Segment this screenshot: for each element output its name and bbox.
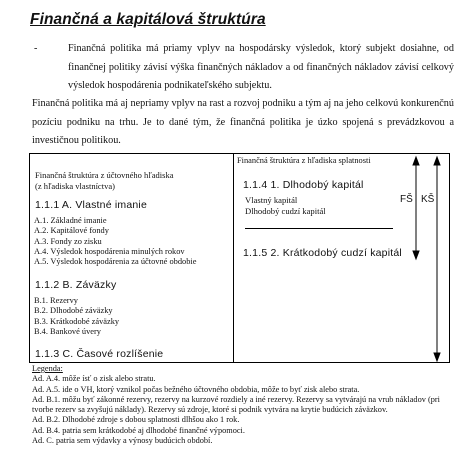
ks-arrow-head-down (434, 353, 440, 361)
section-zavazky: 1.1.2 B. Záväzky (35, 279, 117, 291)
right-heading: Finančná štruktúra z hľadiska splatnosti (237, 156, 371, 165)
legend-item: Ad. B.2. Dlhodobé zdroje s dobou splatnosti dlhšou ako 1 rok. (32, 415, 240, 425)
ks-arrow-head-up (434, 157, 440, 165)
list-item: Vlastný kapitál (245, 195, 298, 205)
list-item: B.1. Rezervy (34, 296, 78, 305)
section-casove-rozlisenie: 1.1.3 C. Časové rozlíšenie (35, 348, 164, 360)
legend-item: Ad. C. patria sem výdavky a výnosy budúcich období. (32, 436, 213, 446)
legend (32, 364, 457, 446)
label-fs: FŠ (400, 194, 413, 205)
list-item: B.2. Dlhodobé záväzky (34, 306, 113, 316)
body-paragraph: Finančná politika má aj nepriamy vplyv na rast a rozvoj podniku a tým aj na jeho celkovú konkurenčnú pozíciu podniku na trhu. Je to dané tým, že finančná politika je úzko spojená s prevádzkovou a investičnou politikou. (32, 98, 454, 146)
label-ks: KŠ (421, 194, 435, 205)
legend-title: Legenda: (32, 364, 63, 373)
legend-item: Ad. A.4. môže ísť o zisk alebo stratu. (32, 374, 156, 384)
page-title: Finančná a kapitálová štruktúra (30, 11, 266, 28)
list-item: A.4. Výsledok hospodárenia minulých rokov (34, 246, 185, 256)
bullet-dash: - (34, 43, 38, 54)
bullet-paragraph (34, 40, 454, 96)
list-item: B.4. Bankové úvery (34, 326, 101, 336)
fs-arrow-head-down (413, 251, 419, 259)
list-item: A.5. Výsledok hospodárenia za účtovné obdobie (34, 257, 197, 267)
legend-item: Ad. A.5. ide o VH, ktorý vznikol počas bežného účtovného obdobia, môže to byť zisk alebo strata. (32, 384, 360, 394)
list-item: A.3. Fondy zo zisku (34, 236, 102, 246)
section-dlhodoby-kapital: 1.1.4 1. Dlhodobý kapitál (243, 179, 364, 191)
section-kratkodoby-kapital: 1.1.5 2. Krátkodobý cudzí kapitál (243, 247, 402, 259)
section-vlastne-imanie: 1.1.1 A. Vlastné imanie (35, 199, 147, 211)
list-item: Dlhodobý cudzí kapitál (245, 205, 326, 216)
legend-item: Ad. B.4. patria sem krátkodobé aj dlhodobé finančné výpomoci. (32, 425, 245, 435)
bullet-text: Finančná politika má priamy vplyv na hospodársky výsledok, ktorý subjekt dosiahne, od finančnej politiky závisí výška finančných nákladov a od finančných nákladov závisí celkový výsledok hospodárenia podnikateľského subjektu. (68, 43, 454, 91)
legend-item: Ad. B.1. môžu byť zákonné rezervy, rezervy na kurzové rozdiely a iné rezervy. Rezervy sa vytvárajú na vrub nákladov (pri tvorbe rezerv sa zvyšujú náklady). Rezervy sú zdroje, ktoré si podnik vytvára na krytie budúcich záväzkov. (32, 394, 440, 415)
fs-arrow-head-up (413, 157, 419, 165)
left-heading-line1: Finančná štruktúra z účtovného hľadiska (35, 170, 174, 180)
left-heading-line2: (z hľadiska vlastníctva) (35, 181, 115, 191)
list-item: A.1. Základné imanie (34, 216, 107, 225)
structure-box (29, 153, 450, 363)
list-item: A.2. Kapitálové fondy (34, 226, 109, 236)
list-item: B.3. Krátkodobé záväzky (34, 316, 120, 326)
structure-arrows (30, 154, 451, 364)
